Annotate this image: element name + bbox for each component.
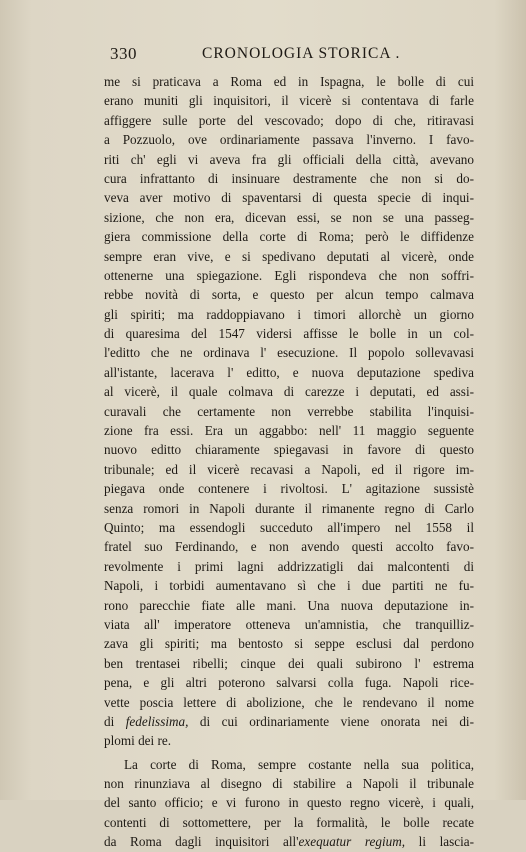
paragraph-1 xyxy=(104,72,474,751)
text-line: ottenerne una spiegazione. Egli rispondeva che non soffri- xyxy=(104,267,474,283)
text-line-mixed xyxy=(104,712,474,731)
italic-phrase: exequatur regium, xyxy=(298,834,406,850)
text-line: sizione, che non era, dicevan essi, se non se una passeg- xyxy=(104,209,474,225)
text-line-mixed xyxy=(104,832,474,851)
text-line: non rinunziava al disegno di stabilire a Napoli il tribunale xyxy=(104,776,474,792)
text-line: del santo officio; e vi furono in questo regno vicerè, i quali, xyxy=(104,795,474,811)
text-line: gli spiriti; ma raddoppiavano i timori allorchè un giorno xyxy=(104,306,474,322)
text-line: erano muniti gli inquisitori, il vicerè si contentava di farle xyxy=(104,93,474,109)
text-line: contenti di sottomettere, per la formalità, le bolle recate xyxy=(104,814,474,830)
text-line: giera commissione della corte di Roma; però le diffidenze xyxy=(104,229,474,245)
text-line: affiggere sulle porte del vescovado; dopo di che, ritiravasi xyxy=(104,112,474,128)
page-number: 330 xyxy=(110,44,137,63)
paragraph-2 xyxy=(104,755,474,852)
text-line: ben trentasei ribelli; cinque dei quali subirono l' estrema xyxy=(104,655,474,671)
text-line: vette poscia lettere di abolizione, che le rendevano il nome xyxy=(104,694,474,710)
body-text xyxy=(104,72,474,852)
text-line: al vicerè, il quale colmava di carezze i deputati, ed assi- xyxy=(104,384,474,400)
text-line: viata all' imperatore otteneva un'amnistia, che tranquilliz- xyxy=(104,616,474,632)
text-line: a Pozzuolo, ove ordinariamente passava l'inverno. I favo- xyxy=(104,132,474,148)
text-line: zava gli spiriti; ma bentosto si seppe esclusi dal perdono xyxy=(104,636,474,652)
text-line: zione fra essi. Era un aggabbo: nell' 11 maggio seguente xyxy=(104,423,474,439)
text-fragment: li lascia- xyxy=(405,834,475,850)
text-line: plomi dei re. xyxy=(104,733,172,749)
text-line: revolmente i primi lagni addrizzatigli dai malcontenti di xyxy=(104,558,474,574)
running-title: CRONOLOGIA STORICA . xyxy=(202,45,401,62)
text-line: rebbe novità di sorta, e questo per alcun tempo calmava xyxy=(104,287,474,303)
text-line: di quaresima del 1547 vidersi affisse le bolle in un col- xyxy=(104,326,474,342)
text-line: cura infrattanto di insinuare destramente che non si do- xyxy=(104,170,474,186)
text-line: Quinto; ma essendogli succeduto all'impero nel 1558 il xyxy=(104,519,474,535)
text-line: all'istante, lacerava l' editto, e nuova deputazione spediva xyxy=(104,364,474,380)
text-line: Napoli, i torbidi aumentavano sì che i due partiti ne fu- xyxy=(104,578,474,594)
text-fragment: di cui ordinariamente viene onorata nei di- xyxy=(188,713,474,729)
text-line: tribunale; ed il vicerè recavasi a Napoli, ed il rigore im- xyxy=(104,461,474,477)
italic-word: fedelissima, xyxy=(125,713,189,729)
text-line: me si praticava a Roma ed in Ispagna, le bolle di cui xyxy=(104,74,474,89)
text-line: curavali che certamente non verrebbe stabilita l'inquisi- xyxy=(104,403,474,419)
text-line: piegava onde contenere i rivoltosi. L' agitazione sussistè xyxy=(104,481,474,497)
text-fragment: di xyxy=(104,713,126,729)
text-line: rono parecchie fiate alle mani. Una nuova deputazione in- xyxy=(104,597,474,613)
text-line: riti ch' egli vi aveva fra gli officiali della città, avevano xyxy=(104,151,474,167)
text-fragment: da Roma dagli inquisitori all' xyxy=(104,834,299,850)
text-line: veva aver motivo di spaventarsi di questa specie di inqui- xyxy=(104,190,474,206)
text-line: nuovo editto chiaramente spiegavasi in favore di questo xyxy=(104,442,474,458)
text-line: pena, e gli altri poterono salvarsi colla fuga. Napoli rice- xyxy=(104,675,474,691)
text-line: l'editto che ne ordinava l' esecuzione. Il popolo sollevavasi xyxy=(104,345,474,361)
page-header xyxy=(110,44,470,68)
text-line: La corte di Roma, sempre costante nella sua politica, xyxy=(124,756,474,772)
text-line: fratel suo Ferdinando, e non avendo questi accolto favo- xyxy=(104,539,474,555)
text-line: sempre eran vive, e si spedivano deputati al vicerè, onde xyxy=(104,248,474,264)
text-line: senza romori in Napoli durante il rimanente regno di Carlo xyxy=(104,500,474,516)
